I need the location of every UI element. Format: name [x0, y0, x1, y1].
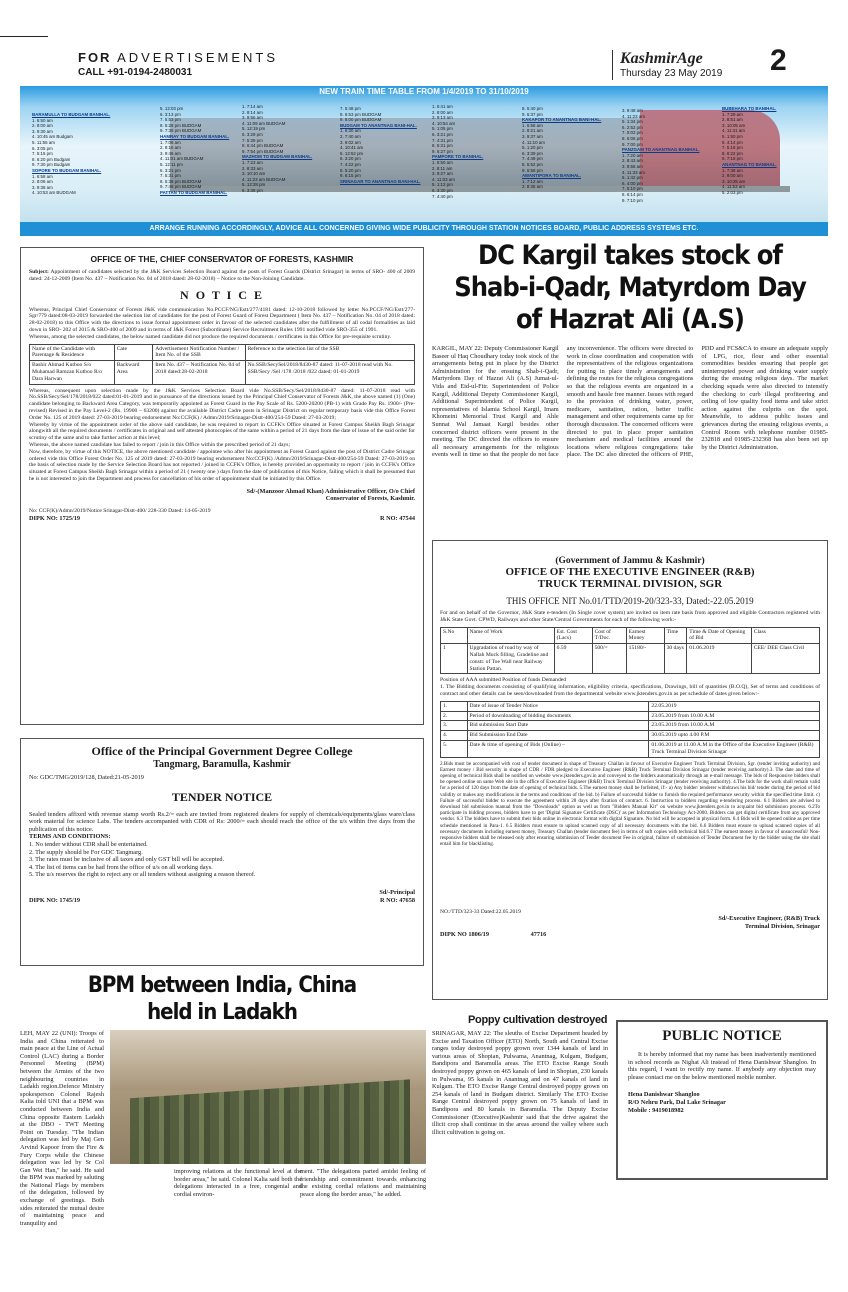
train-time-entry: 7. 5:53 pm [160, 117, 181, 123]
bpm-col-2: improving relations at the functional level at the border areas," he said. Colonel Kalia said both the delegations interacted in a free, congenial and cordial environ- [174, 1168, 302, 1198]
train-time-entry: 8. 5:52 pm [522, 161, 543, 167]
train-time-entry: 2. 8:14 am [242, 109, 263, 115]
sched-1-no: 1. [441, 701, 468, 711]
rb-codes [440, 931, 820, 939]
train-route-heading: HAMRAY TO BUDGAM BANIHAL. [160, 133, 230, 139]
sched-1-label: Date of issue of Tender Notice [467, 701, 649, 711]
train-time-entry: 5. 11:55 am [32, 139, 55, 145]
train-time-entry: 3. 9:56 am [242, 115, 263, 121]
train-time-entry: 6. 3:29 pm [242, 131, 263, 137]
cell-time: 30 days [664, 644, 687, 674]
forest-para-5: Whereas, the above named candidate has failed to report / join in this Office within the prescribed period of 21 days; [29, 441, 291, 448]
cell-opening: 01.06.2019 [687, 644, 751, 674]
forest-subject [29, 269, 415, 283]
th-time: Time [664, 627, 687, 644]
sched-5-no: 5. [441, 740, 468, 757]
train-col-3 [242, 104, 312, 194]
train-time-entry: 8. 6:28 pm BUDGAM [160, 122, 202, 128]
train-time-entry: 6. 3:39 pm [522, 150, 543, 156]
forest-dipk: DIPK NO: 1725/19 [29, 514, 81, 522]
rb-gov: (Government of Jammu & Kashmir) [555, 556, 705, 566]
th-opening: Time & Date of Opening of Bid [687, 627, 751, 644]
train-time-entry: 1. 6:50 am [32, 117, 53, 123]
train-time-entry: 9. 8:00 pm BUDGAM [340, 117, 382, 123]
train-time-entry: 1. 7:06 am [160, 139, 181, 145]
train-time-entry: 2. 8:08 am [32, 179, 53, 185]
train-time-entry: 9. 7:10 pm [622, 197, 643, 203]
top-left-rule [0, 36, 48, 37]
train-time-entry: 1. 6:58 am [522, 122, 543, 128]
sched-2-no: 2. [441, 711, 468, 721]
term-4: 4. The list of items can be had from the office of u/s on all working days. [29, 863, 213, 871]
forest-notice-title: N O T I C E [180, 287, 264, 302]
bpm-headline [20, 972, 424, 1026]
train-time-entry: 2. 8:21 am [522, 128, 543, 134]
train-time-entry: 8. 6:06 pm [622, 135, 643, 141]
subject-label: Subject: [29, 269, 49, 275]
train-col-1 [32, 112, 110, 196]
kargil-headline-2: Shab-i-Qadr, Matyrdom Day [454, 272, 806, 303]
train-time-entry: 6. 3:05 pm [32, 145, 53, 151]
train-col-6 [522, 106, 601, 190]
rb-tender-notice [432, 540, 828, 1000]
sched-1-value: 22.05.2019 [649, 701, 820, 711]
train-time-entry: 4. 11:01 am BUDGAM [160, 156, 204, 162]
train-route-heading: KAKAPOR TO ANANTNAG BANI-HAL. [522, 117, 602, 123]
train-route-heading: PAMPORE TO BANIHAL. [432, 154, 484, 160]
tender-notice-title: TENDER NOTICE [171, 789, 273, 804]
term-1: 1. No tender without CDR shall be entertained. [29, 840, 148, 848]
train-time-entry: 1. 6:30 am [340, 128, 361, 134]
college-tender-notice [20, 738, 424, 966]
train-time-entry: 4. 10:54 am [432, 120, 456, 126]
train-time-entry: 9. 6:27 pm [432, 148, 453, 154]
train-time-entry: 4. 11:33 am [622, 169, 645, 175]
train-time-entry: 8. 6:53 pm BUDGAM [340, 111, 382, 117]
college-sign: Sd/-Principal [379, 888, 415, 896]
forest-para-4: Whereby by virtue of the appointment order of the above said candidate, he was required to report in CCFK's Office situated at Forest Campus Sheikh Bagh Srinagar alongwith all the required documents / certificates in original and self attested photocopies of the same within a period of 21 days from the date of issue of the said order for scrutiny of the same and to take further action at this level; [29, 421, 415, 442]
train-time-entry: 3. 9:37 am [522, 133, 543, 139]
train-col-7 [622, 108, 699, 203]
sched-3-label: Bid submission Start Date [467, 721, 649, 731]
train-time-entry: 4. 11:10 am [522, 139, 545, 145]
forest-rno: R NO: 47544 [380, 514, 415, 522]
train-time-entry: 3. 9:13 am [432, 115, 453, 121]
contact-phone: CALL +91-0194-2480031 [78, 67, 193, 78]
train-time-entry: 5. 12:28 pm [242, 182, 266, 188]
sched-5-label: Date & time of opening of Bids (Online) – [467, 740, 649, 757]
th-class: Class [751, 627, 819, 644]
for-label: FOR [78, 50, 112, 65]
train-time-entry: 7. 5:02 pm [622, 130, 643, 136]
rb-schedule-table [440, 701, 820, 758]
train-time-entry: 1. 6:41 am [432, 104, 453, 109]
rb-work-table [440, 627, 820, 675]
train-time-entry: 4. 10:41 am [340, 145, 364, 151]
term-2: 2. The supply should be For GDC Tangmarg. [29, 848, 143, 856]
forest-sign-2: Conservator of Forests, Kashmir. [325, 495, 415, 503]
train-time-entry: 4. 11:53 am [722, 184, 745, 190]
train-time-entry: 2. 8:35 am [522, 184, 543, 190]
train-time-entry: 7. 5:18 pm [722, 145, 743, 151]
train-time-entry: 4. 11:41 am [722, 128, 745, 134]
train-time-entry: 6. 3:21 pm [432, 131, 453, 137]
kargil-body: KARGIL, MAY 22: Deputy Commissioner Kargil Baseer ul Haq Choudhary today took stock of the arrangements being put in place by the District Administration for the ensuing Shab-i-Qadr, Martyrdom Day of Hazrat Ali (A.S) Jumat-ul-Vida and Eid-ul-Fitr. Superintendent of Police Kargil, Additional Deputy Commissioner Kargil, Additional Superintendent of Police Kargil, representatives of Islamia School Kargil, Imam Khomeini Memorial Trust Kargil and Ahle Sunnat Wal Jamaat Kargil besides other concerned district officers were present in the meeting. The DC directed the officers to ensure all necessary arrangements for the religious events well in time so that the people do not face any inconvenience. The officers were directed to work in close coordination and cooperation with the representatives of the religious organizations for putting in place timely arrangements and defining the routes for the religious congregations so that the religious events are organized in a smooth and hassle free manner. Issues with regard to the provision of drinking water, power, medicare, sanitation, ration, better traffic management and other requirements came up for thorough discussion. The concerned officers were directed to put in place proper sanitation mechanism and medical facilities around the locations where religious congregations take place. The DC also directed the officers of PHE, PDD and FCS&CA to ensure an adequate supply of LPG, rice, flour and other essential commodities besides ensuring that people get uninterrupted power and drinking water supply during the ensuing religious days. The market checking squads were also directed to intensify the checking to curb illegal profiteering and ceiling of low quality food items and take strict action against the culprits on the spot. Meanwhile, to address public issues and grievances during the ensuing religious events, a Control Room with telephone number 01985-232818 and 01985-232368 has also been set up by the District Administration. [432, 345, 828, 459]
advertisements-label: ADVERTISEMENTS [117, 50, 279, 65]
th-earnest: Earnest Money [626, 627, 664, 644]
train-time-entry: 9. 7:00 pm [622, 141, 643, 147]
forest-para-3: Whereas, consequent upon selection made by the J&K Services Selection Board vide No.SSB/Secy/Sel/2018/8430-87 dated: 11-07-2018 read with No.SSB/Secy/Sel/178/2018/022 dated:01-01-2019 and in pursuance of the directions issued by the Principal Chief Conservator of Forests J&K, the above named (1) (One) candidate belonging to Backward Area Category, was temporarily appointed as Forest Guard in the Pay Scale of Rs. 5200-20200 (PB-1) with Grade Pay Rs. 1900/- (Pre-revised) Revised in the Pay Level-2 (Rs. 19900 – 63200) against the available District Cadre posts in Srinagar District on regular temporary basis vide this Office Forest Order No. 125 of 2019 dated: 27-03-2019 bearing endorsement No:CCF(K) / Admn/2019/Srinagar-Distt-400/254-59 Dated: 27-03-2019; [29, 387, 415, 421]
college-codes [29, 897, 415, 905]
table-header-row [441, 627, 820, 644]
th-cate: Cate [114, 344, 153, 361]
train-time-entry: 5. 1:34 pm [622, 119, 643, 125]
train-time-entry: 9. 7:18 pm [722, 156, 743, 162]
train-time-entry: 8. 6:20 pm Budgam [32, 156, 71, 162]
rb-office-2: TRUCK TERMINAL DIVISION, SGR [537, 578, 723, 590]
college-body: Sealed tenders affixed with revenue stamp worth Rs.2/= each are invited from registered dealers for supply of chemicals/equipments/glass ware/class work material for science Labs. The tenders accompanied with CDR of Rs: 2000/= each should reach the office of the u/s within five days from the publication of this notice. [29, 810, 415, 833]
table-row [30, 361, 415, 384]
train-time-entry: 7. 5:10 pm [622, 186, 643, 192]
train-time-entry: 5. 2:03 pm [722, 189, 743, 195]
th-doc-cost: Cost of T/Doc. [592, 627, 626, 644]
train-time-entry: 2. 8:00 am [32, 123, 53, 129]
train-time-entry: 4. 11:23 am [622, 113, 645, 119]
forest-para-1: Whereas, Principal Chief Conservator of Forests J&K vide communication No.PCCF/NG/Estt/277/4181 dated: 12-10-2018 followed by letter No.PCCF/NG/Estt/277-Sgr/779 dated:08-03-2019 forwarded the selection list of candidates for the post of Forest Guard of Forest Department ( Item No. 437 – Notification No. 04 of 2018 dated: 28-02-2018) to this Office with the directions to issue formal appointment order in favour of the selected candidates after the fulfillment of all codal formalities as laid down in SRO- 202 of 2015 & SRO-400 of 2009 and in terms of J&K Forest (Subordinate) Service Recruitment Rules 1991 notified vide SRO-355 of 1991. [29, 306, 415, 333]
train-col-4 [340, 106, 421, 184]
train-col-5 [432, 104, 483, 199]
th-name: Name of the Candidate with Parentage & Residence [30, 344, 115, 361]
cell-est-cost: 6.59 [554, 644, 592, 674]
masthead-divider [612, 50, 613, 80]
train-time-entry: 4. 10:53 am BUDGAM [32, 190, 76, 196]
poppy-headline: Poppy cultivation destroyed [468, 1014, 608, 1026]
train-route-heading: MAZHOM TO BUDGAM BANIHAL. [242, 154, 313, 160]
train-route-heading: BUDGAM TO ANANTNAG BANI-HAL. [340, 122, 417, 128]
train-time-entry: 8. 5:20 pm [340, 167, 361, 173]
sched-4-value: 30.05.2019 upto 4.00 P.M [649, 731, 820, 741]
cell-doc-cost: 500/= [592, 644, 626, 674]
bpm-headline-1: BPM between India, China [87, 973, 357, 998]
train-time-entry: 1. 7:29 am [722, 111, 743, 117]
th-notification: Advertisement Notification Number / Item No. of the SSB [153, 344, 245, 361]
train-time-entry: 6. 4:00 pm [622, 180, 643, 186]
rb-rno: 47716 [530, 930, 547, 938]
train-time-entry: 3. 9:48 am [622, 108, 643, 113]
public-notice-name: Hena Danishwar Shangloo [628, 1091, 700, 1099]
train-time-entry: 6. 4:14 pm [722, 139, 743, 145]
sched-3-no: 3. [441, 721, 468, 731]
train-time-entry: 1. 7:20 am [622, 152, 643, 158]
train-time-entry: 9. 6:15 pm [340, 173, 361, 179]
train-route-heading: ANANTNAG TO BANIHAL. [722, 161, 777, 167]
cell-earnest: 15180/- [626, 644, 664, 674]
train-time-entry: 6. 3:30 pm [432, 187, 453, 193]
cell-reference: No.SSB/SecySel/2018/8430-87 dated: 11-07-2018 read with No. SSB/Secy /Sel /178 /2018 /022 dated: 01-01-2019 [245, 361, 414, 384]
train-time-entry: 3. 9:02 am [340, 139, 361, 145]
bpm-headline-2: held in Ladakh [147, 1000, 297, 1025]
train-time-entry: 7. 5:31 pm [160, 173, 181, 179]
train-time-entry: 5. 1:50 pm [722, 133, 743, 139]
kargil-headline-3: of Hazrat Ali (A.S) [515, 304, 745, 335]
train-time-entry: 3. 10:05 am [722, 122, 746, 128]
rb-bidding: 1. The Bidding documents consisting of qualifying information, eligibility criteria, specifications, Drawings, bill of quantities (B.O.Q), Set of terms and conditions of contract and other details can be seen/downloaded from the departmental website www.jktenders.gov.in as per schedule of dates given below:- [440, 684, 820, 697]
train-route-heading: PATTAN TO BUDGAM BANIHAL. [160, 189, 228, 195]
sched-5-value: 01.06.2019 at 11.00 A.M in the Office of the Executive Engineer (R&B) Truck Terminal Division Srinagar [649, 740, 820, 757]
bpm-col-1: LEH, MAY 22 (UNI): Troops of India and China reiterated to main peace at the Line of Actual Control (LAC) during a Border Personnel Meeting (BPM) between the Armies of the two neighbouring countries in Ladakh region.Defence Ministry spokesperson Colonel Rajesh Kalia told UNI that a BPM was conducted between India and China opposite Eastern Ladakh at the DBO - TWT Meeting Point on Tuesday. "The Indian delegation was led by Maj Gen Arvind Kapoor from the Fire & Fury Corps while the Chinese delegation was led by Sr Col Gan Wei Han," he said. He said the BPM was marked by saluting the National Flags by members of the delegation, followed by exchange of greetings. Both sides reiterated the mutual desire of maintaining peace and tranquility and [20, 1030, 104, 1227]
mountain-background [110, 1030, 426, 1090]
bpm-photo [110, 1030, 426, 1164]
train-title: NEW TRAIN TIME TABLE FROM 1/4/2019 TO 31/10/2019 [319, 87, 529, 96]
college-rno: R NO: 47658 [380, 896, 415, 904]
train-time-entry: 3. 9:56 am [622, 163, 643, 169]
train-time-entry: 3. 9:27 am [432, 171, 453, 177]
th-sno: S.No [441, 627, 468, 644]
cell-work: Upgradation of road by way of Nallah Muck filling, Gradeline and constr. of Toe Wall near Railway Station Pattan. [467, 644, 554, 674]
public-notice [616, 1020, 828, 1180]
table-row [441, 701, 820, 711]
train-time-entry: 1. 7:23 am [242, 159, 263, 165]
train-time-entry: 8. 6:36 pm BUDGAM [160, 178, 202, 184]
train-route-columns [32, 102, 822, 212]
table-header-row [30, 344, 415, 361]
train-route-heading: AWANTIPORA TO BANIHAL. [522, 173, 582, 179]
sched-2-value: 23.05.2019 from 10.00 A.M [649, 711, 820, 721]
table-row [441, 644, 820, 674]
forest-notice [20, 247, 424, 725]
paper-name: KashmirAge [620, 50, 703, 67]
train-time-entry: 7. 4:40 pm [432, 193, 453, 199]
cell-notification: Item No. 437 – Notification No. 04 of 2018 dated:28-02-2018 [153, 361, 245, 384]
sched-4-no: 4. [441, 731, 468, 741]
public-notice-address: R/O Nehru Park, Dal Lake Srinagar [628, 1098, 726, 1106]
train-route-heading: BUBEHARA TO BANIHAL. [722, 106, 777, 111]
train-time-entry: 7. 5:39 pm [242, 137, 263, 143]
table-row [441, 731, 820, 741]
train-time-entry: 5. 1:12 pm [432, 182, 453, 188]
forest-office: OFFICE OF THE, CHIEF CONSERVATOR OF FORESTS, KASHMIR [90, 254, 354, 264]
train-time-entry: 3. 10:35 am [722, 178, 746, 184]
poppy-body: SRINAGAR, MAY 22: The sleuths of Excise Department headed by Excise and Taxation Officer (ETO) North, South and Central Excise ranges today destroyed poppy grown over 1344 kanals of land in various areas of Shopian, Pulwama, Anantnag, Kulgam, Budgam, Bandipora and Baramulla areas. The ETO Excise Range South destroyed poppy grown on 465 kanals of land in Shopian, 230 kanals in Pulwama, 95 kanals in Anantnag and on 47 kanals of land in Kulgam. The ETO Excise Range Central destroyed poppy grown on 254 kanals of land in Budgam district. Similarly The ETO Excise Range Central destroyed poppy grown on 75 kanals of land in Bandipora and 80 kanals in Baramulla. The Deputy Excise Commissioner (Executive)Kashmir said that the drive against the illicit crop shall continue in the areas around the valley where such illicit cultivation is going on. [432, 1030, 608, 1136]
train-time-entry: 7. 4:49 pm [522, 156, 543, 162]
kargil-headline [432, 240, 828, 336]
sched-2-label: Period of downloading of bidding documents [467, 711, 649, 721]
train-time-entry: 4. 11:03 am [432, 176, 455, 182]
rb-position: Position of AAA submitted Position of funds Demanded [440, 677, 567, 684]
th-work: Name of Work [467, 627, 554, 644]
train-route-heading: PANZGAM TO ANANTNAG BANIHAL. [622, 147, 700, 153]
th-reference: Reference to the selection list of the SSB [245, 344, 414, 361]
train-time-entry: 2. 8:16 am [160, 145, 181, 151]
train-time-entry: 2. 8:11 am [432, 165, 453, 171]
issue-date: Thursday 23 May 2019 [620, 68, 723, 79]
public-notice-title: PUBLIC NOTICE [662, 1028, 782, 1044]
forest-para-6: Now, therefore, by virtue of this NOTICE, the above mentioned candidate / appointee who after his appointment as Forest Guard against the post of District Cadre Srinagar ordered vide this Office Forest Order No. 125 of 2019 dated: 27-03-2019 bearing endorsement No:CCF(K) /Admn/2019/Srinagar-Distt-400/254-59 Dated: 27-03-2019 on the basis of selection made by the Service Selection Board has not reported / joined in CCFK's Office, is hereby provided an opportunity to report / join in CCFK's Office situated at Forest Campus Sheikh Bagh Srinagar within a period of 21 ( twenty one ) days from the date of publication of this Notice, failing which it shall be presumed that he is not interested to join the Department and process for cancellation of his order of appointment shall be initiated by this Office. [29, 448, 415, 482]
sched-4-label: Bid Submission End Date [467, 731, 649, 741]
public-notice-mobile: Mobile : 9419018982 [628, 1106, 684, 1114]
train-time-entry: 8. 6:14 pm [622, 191, 643, 197]
train-col-2 [160, 106, 229, 196]
train-time-entry: 9. 6:58 pm [522, 167, 543, 173]
train-time-entry: 2. 7:40 am [340, 133, 361, 139]
rb-ref: NO:/TTD/323-33 Dated:22.05.2019 [440, 908, 521, 915]
train-time-entry: 5. 1:05 pm [432, 126, 453, 132]
train-time-entry: 5. 12:11 pm [160, 161, 183, 167]
rb-conditions: 2.Bids must be accompanied with cost of tender document in shape of Treasury Challan in favour of Executive Engineer Truck Terminal Division, Sgr. (tender inviting authority) and Earnest money / Bid security in shape of CDR / FDR pledged to Executive Engineer (R&B) Truck Terminal Division Srinagar (tender receiving authority).3. The date and time of opening of technical Bids shall be notified on website www.jktenders.gov.in and conveyed to the bidders automatically through an e-mail message. The bids of Responsive bidders shall be opened online on same Web site in the office of Executive Engineer (R&B) Truck Terminal Division Srinagar (tender receiving authority). 4.The bids for the work shall remain valid for a period of 120 days from the date of opening of technical bids. 5.The earnest money shall be forfeited, if:- a) Any bidder/ tenderer withdraws his bid/ tender during the period of bid validity or makes any modifications in the terms and conditions of the bid. b) Failure of successful bidder to furnish the required performance security within the specified time limit. c) Failure of successful bidder to execute the agreement within 28 days after fixation of contract. 6. Instruction to bidders regarding e-tendering process. 6.1 Bidders are advised to download bid submission manual from the "Downloads" option as well as from "Bidders Manual Kit" on website www.jktenders.gov.in to acquaint bid submission process. 6.2To participate in bidding process, bidders have to get 'Digital Signature Certificate (DSC)' as per Information Technology Act-2000. Bidders can get digital certificate from any approved vendor. 6.3 The bidders have to submit their bids online in electronic format with digital Signature. No bid will be accepted in physical form. 6.4 Bids will be opened online as per time schedule mentioned in Para-1. 6.5 Bidders must ensure to upload scanned copy of all necessary documents with the bid. 6.6 Bidders must ensure to upload scanned copies of all necessary documents including earnest money, Treasury Challan (tender document fee) in terms of soft copies with technical bid.6.7 The earnest money in favour of unsuccessful/ Non-responsive bidders shall be released only after ensuring submission of Tender document Fee in original, failure of submission of Tender Document fee by the bidder using the site shall entail him for blacklisting. [440, 760, 820, 848]
term-5: 5. The u/s reserves the right to reject any or all tenders without assigning a reason thereof. [29, 871, 256, 879]
ad-contact-block [78, 50, 278, 78]
train-time-entry: 6. 2:52 pm [622, 124, 643, 130]
train-time-entry: 1. 6:50 am [432, 159, 453, 165]
train-time-entry: 3. 10:10 am [242, 171, 266, 177]
train-time-entry: 7. 4:31 pm [432, 137, 453, 143]
cell-cate: Backward Area [114, 361, 153, 384]
train-time-entry: 9. 7:54 pm BUDGAM [242, 148, 284, 154]
rb-nit: THIS OFFICE NIT No.01/TTD/2019-20/323-33, Dated:-22.05.2019 [506, 596, 754, 606]
bpm-col-3: ment. "The delegations parted amidst feeling of friendship and commitment towards enhancing the existing cordial relations and maintaining peace along the border areas," he added. [300, 1168, 426, 1198]
terms-title: TERMS AND CONDITIONS: [29, 833, 111, 841]
kargil-headline-1: DC Kargil takes stock of [478, 240, 782, 271]
train-time-entry: 5. 1:20 pm [522, 145, 543, 151]
train-time-entry: 9. 7:46 pm BUDGAM [160, 184, 202, 190]
college-ref: No: GDC/TMG/2019/128, Dated:21-05-2019 [29, 774, 144, 781]
train-route-heading: SRINAGAR TO ANANTNAG BANI-HAL. [340, 178, 421, 184]
train-col-8 [722, 106, 777, 196]
train-time-entry: 6. 3:21 pm [160, 167, 181, 173]
train-time-entry: 2. 9:00 am [722, 173, 743, 179]
train-time-entry: 7. 5:48 pm [340, 106, 361, 111]
train-time-entry: 1. 7:38 am [722, 167, 743, 173]
train-time-entry: 6. 3:13 pm [160, 111, 181, 117]
train-time-entry: 3. 9:30 am [32, 128, 53, 134]
train-time-entry: 2. 8:51 am [722, 117, 743, 123]
forest-candidate-table [29, 344, 415, 385]
sched-3-value: 23.05.2019 from 10.00 A.M [649, 721, 820, 731]
train-time-entry: 5. 12:19 pm [242, 126, 266, 132]
college-dipk: DIPK NO: 1745/19 [29, 896, 81, 904]
rb-intro: For and on behalf of the Governor, J&K State e-tenders (In Single cover system) are invited on item rate basis from approved and eligible Contractors registered with J&K State Govt. CPWD, Railways and other State/Central Governments for each of the following work:- [440, 610, 820, 623]
train-time-entry: 8. 5:31 pm [432, 143, 453, 149]
train-time-entry: 5. 12:03 pm [160, 106, 184, 111]
train-time-entry: 9. 7:30 pm Budgam [32, 162, 71, 168]
train-time-entry: 9. 7:38 pm BUDGAM [160, 128, 202, 134]
table-row [441, 711, 820, 721]
train-time-entry: 8. 6:44 pm BUDGAM [242, 143, 284, 149]
train-time-entry: 6. 3:38 pm [242, 187, 263, 193]
train-time-entry: 2. 8:43 am [622, 158, 643, 164]
train-time-entry: 1. 6:58 am [32, 173, 53, 179]
train-time-entry: 1. 7:12 am [522, 178, 543, 184]
train-time-entry: 8. 5:40 pm [522, 106, 543, 111]
train-time-entry: 9. 6:37 pm [522, 111, 543, 117]
train-route-heading: SOPORE TO BUDGAM BANIHAL. [32, 167, 102, 173]
public-notice-body: It is hereby informed that my name has been inadvertently mentioned in school records as Nighat Ali instead of Hena Danishwar Shangloo. In this regard, I want to rectify my name. If anybody any objection may please contact me on the below mentioned mobile number. [628, 1051, 816, 1081]
rb-dipk: DIPK NO 1806/19 [440, 930, 489, 938]
table-row [441, 740, 820, 757]
cell-name: Bashir Ahmad Kutboo S/o Muhamad Ramzan Kutboo R/o Dara Harwan [30, 361, 115, 384]
train-time-entry: 2. 8:33 am [242, 165, 263, 171]
train-time-entry: 3. 9:46 am [160, 150, 181, 156]
train-time-entry: 7. 4:22 pm [340, 161, 361, 167]
train-time-entry: 4. 10:45 am Budgam [32, 134, 73, 140]
college-title-2: Tangmarg, Baramulla, Kashmir [153, 759, 291, 770]
forest-ref: No: CCF(K)/Admn/2019/Notice Srinagar-Distt-400/ 228-330 Dated: 14-05-2019 [29, 507, 211, 514]
page-number: 2 [770, 44, 787, 77]
college-title-1: Office of the Principal Government Degree College [91, 744, 353, 758]
train-route-heading: BARAMULLA TO BUDGAM BANIHAL. [32, 112, 111, 117]
forest-para-2: Whereas, among the selected candidates, the below named candidate did not produce the required documents / certificates in this Office for pre-requisite scrutiny. [29, 333, 392, 340]
term-3: 3. The rates must be inclusive of all taxes and only GST bill will be accepted. [29, 856, 225, 864]
train-time-entry: 4. 11:23 am BUDGAM [242, 176, 286, 182]
train-footer: ARRANGE RUNNING ACCORDINGLY, ADVICE ALL CONCERNED GIVING WIDE PUBLICITY THROUGH STATION NOTICES BOARD, PUBLIC ADDRESS SYSTEMS ETC. [20, 222, 828, 236]
forest-sign-1: Sd/-(Manzoor Ahmad Khan) Administrative Officer, O/o Chief [246, 487, 415, 495]
train-time-entry: 5. 1:42 pm [622, 175, 643, 181]
cell-sno: 1 [441, 644, 468, 674]
rb-sign-2: Terminal Division, Srinagar [744, 922, 820, 930]
table-row [441, 721, 820, 731]
train-time-entry: 2. 8:00 am [432, 109, 453, 115]
train-timetable-banner [20, 86, 828, 236]
cell-class: CEE/ DEE Class Civil [751, 644, 819, 674]
train-time-entry: 4. 11:09 am BUDGAM [242, 120, 286, 126]
train-time-entry: 1. 7:14 am [242, 104, 263, 109]
train-time-entry: 3. 9:38 am [32, 184, 53, 190]
rb-office-1: OFFICE OF THE EXECUTIVE ENGINEER (R&B) [505, 566, 755, 578]
th-est-cost: Est. Cost (Lacs) [554, 627, 592, 644]
train-time-entry: 6. 3:20 pm [340, 156, 361, 162]
forest-codes [29, 515, 415, 523]
rb-sign-1: Sd/-Executive Engineer, (R&B) Truck [718, 915, 820, 923]
train-time-entry: 7. 5:15 pm [32, 151, 53, 157]
train-time-entry: 8. 6:22 pm [722, 150, 743, 156]
subject-text: Appointment of candidates selected by the J&K Services Selection Board against the posts of Forest Guards (District Srinagar) in terms of SRO- 400 of 2009 dated: 24-12-2009 (Item No. 437 – Notification No. 04 of 2018 dated: 28-02-2018) – Notice to the Non-Joining Candidate. [29, 269, 415, 282]
train-time-entry: 5. 12:52 pm [340, 150, 364, 156]
